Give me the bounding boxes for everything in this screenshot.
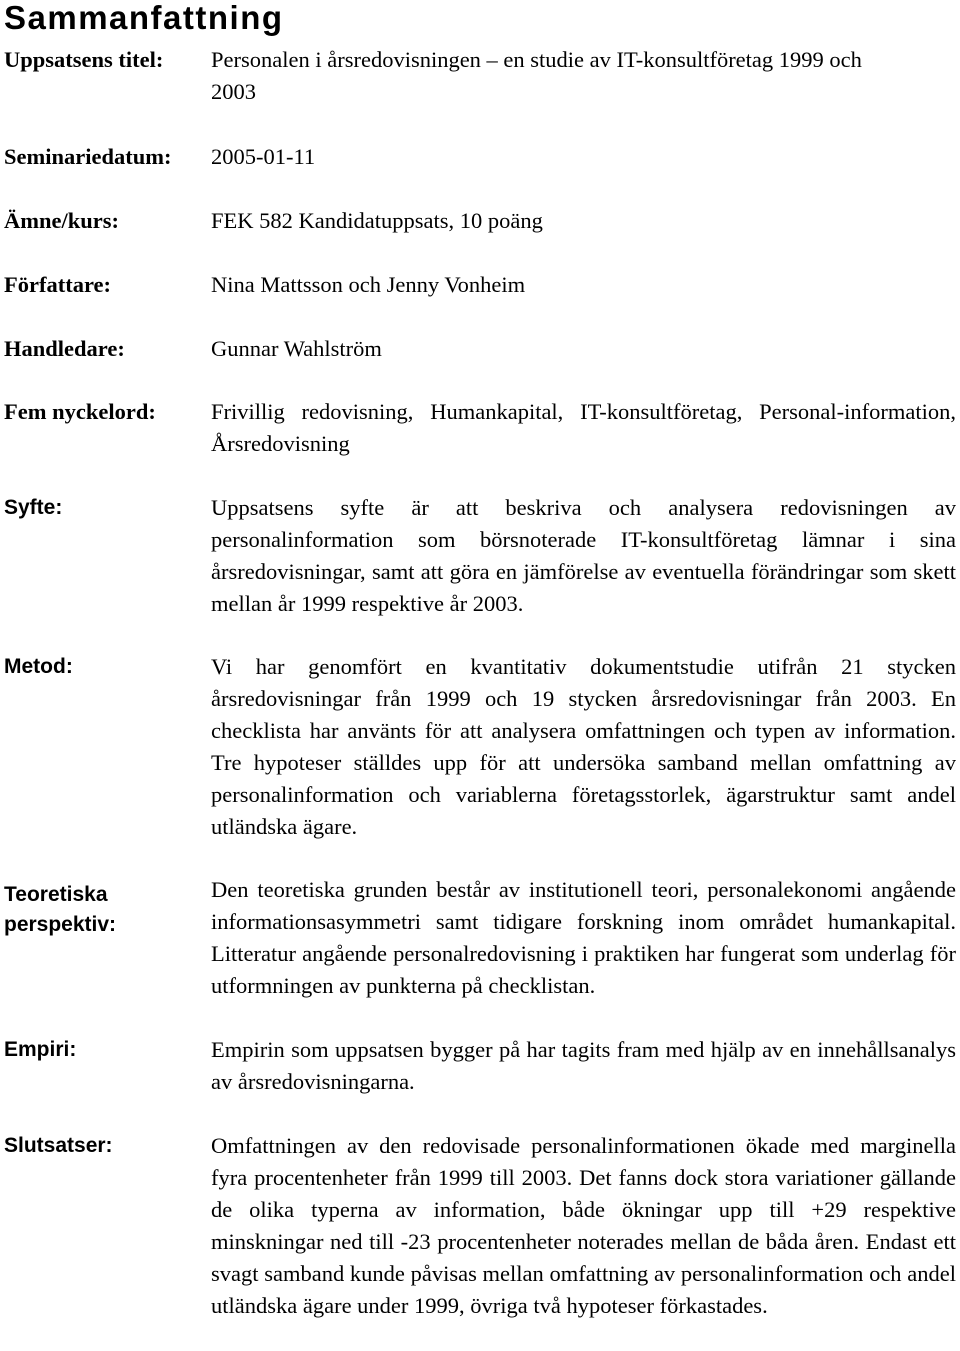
- method-label: Metod:: [4, 655, 73, 678]
- title-value: [211, 44, 956, 108]
- theory-value: Den teoretiska grunden består av institutionell teori, personalekonomi angående informationsasymmetri samt tidigare forskning inom området humankapital. Litteratur angående personalredovisning i praktiken har fungerat som underlag för utformningen av punkterna på checklistan.: [211, 877, 956, 998]
- supervisor-label: Handledare:: [4, 336, 125, 361]
- conclusions-label: Slutsatser:: [4, 1134, 113, 1157]
- authors-label: Författare:: [4, 272, 112, 297]
- theory-label: [4, 880, 204, 940]
- seminar-date-label: Seminariedatum:: [4, 144, 172, 169]
- theory-label-line1: Teoretiska: [4, 883, 108, 906]
- subject-label: Ämne/kurs:: [4, 208, 120, 233]
- purpose-label: Syfte:: [4, 496, 63, 519]
- seminar-date-value: 2005-01-11: [211, 144, 316, 169]
- title-label: Uppsatsens titel:: [4, 47, 164, 72]
- page-title: Sammanfattning: [4, 0, 284, 36]
- title-value-line2: 2003: [211, 79, 256, 104]
- conclusions-value: Omfattningen av den redovisade personalinformationen ökade med marginella fyra procentenheter från 1999 till 2003. Det fanns dock stora variationer gällande de olika typerna av information, både ökningar upp till +29 respektive minskningar ned till -23 procentenheter noterades mellan de båda åren. Endast ett svagt samband kunde påvisas mellan omfattning av personalinformation och andel utländska ägare under 1999, övriga två hypoteser förkastades.: [211, 1133, 956, 1318]
- method-value: Vi har genomfört en kvantitativ dokumentstudie utifrån 21 stycken årsredovisningar från 1999 och 19 stycken årsredovisningar från 2003. En checklista har använts för att analysera omfattningen och typen av information. Tre hypoteser ställdes upp för att undersöka samband mellan omfattning av personalinformation och variablerna företagsstorlek, ägarstruktur samt andel utländska ägare.: [211, 654, 956, 839]
- purpose-value: Uppsatsens syfte är att beskriva och analysera redovisningen av personalinformation som börsnoterade IT-konsultföretag lämnar i sina årsredovisningar, samt att göra en jämförelse av eventuella förändringar som skett mellan år 1999 respektive år 2003.: [211, 495, 956, 616]
- subject-value: FEK 582 Kandidatuppsats, 10 poäng: [211, 208, 543, 233]
- theory-label-line2: perspektiv:: [4, 913, 117, 936]
- keywords-value: Frivillig redovisning, Humankapital, IT-konsultföretag, Personal-information, Årsredovisning: [211, 399, 956, 456]
- keywords-label: Fem nyckelord:: [4, 399, 156, 424]
- supervisor-value: Gunnar Wahlström: [211, 336, 382, 361]
- empirics-label: Empiri:: [4, 1038, 77, 1061]
- authors-value: Nina Mattsson och Jenny Vonheim: [211, 272, 526, 297]
- title-value-line1: Personalen i årsredovisningen – en studie av IT-konsultföretag 1999 och: [211, 47, 862, 72]
- empirics-value: Empirin som uppsatsen bygger på har tagits fram med hjälp av en innehållsanalys av årsredovisningarna.: [211, 1037, 956, 1094]
